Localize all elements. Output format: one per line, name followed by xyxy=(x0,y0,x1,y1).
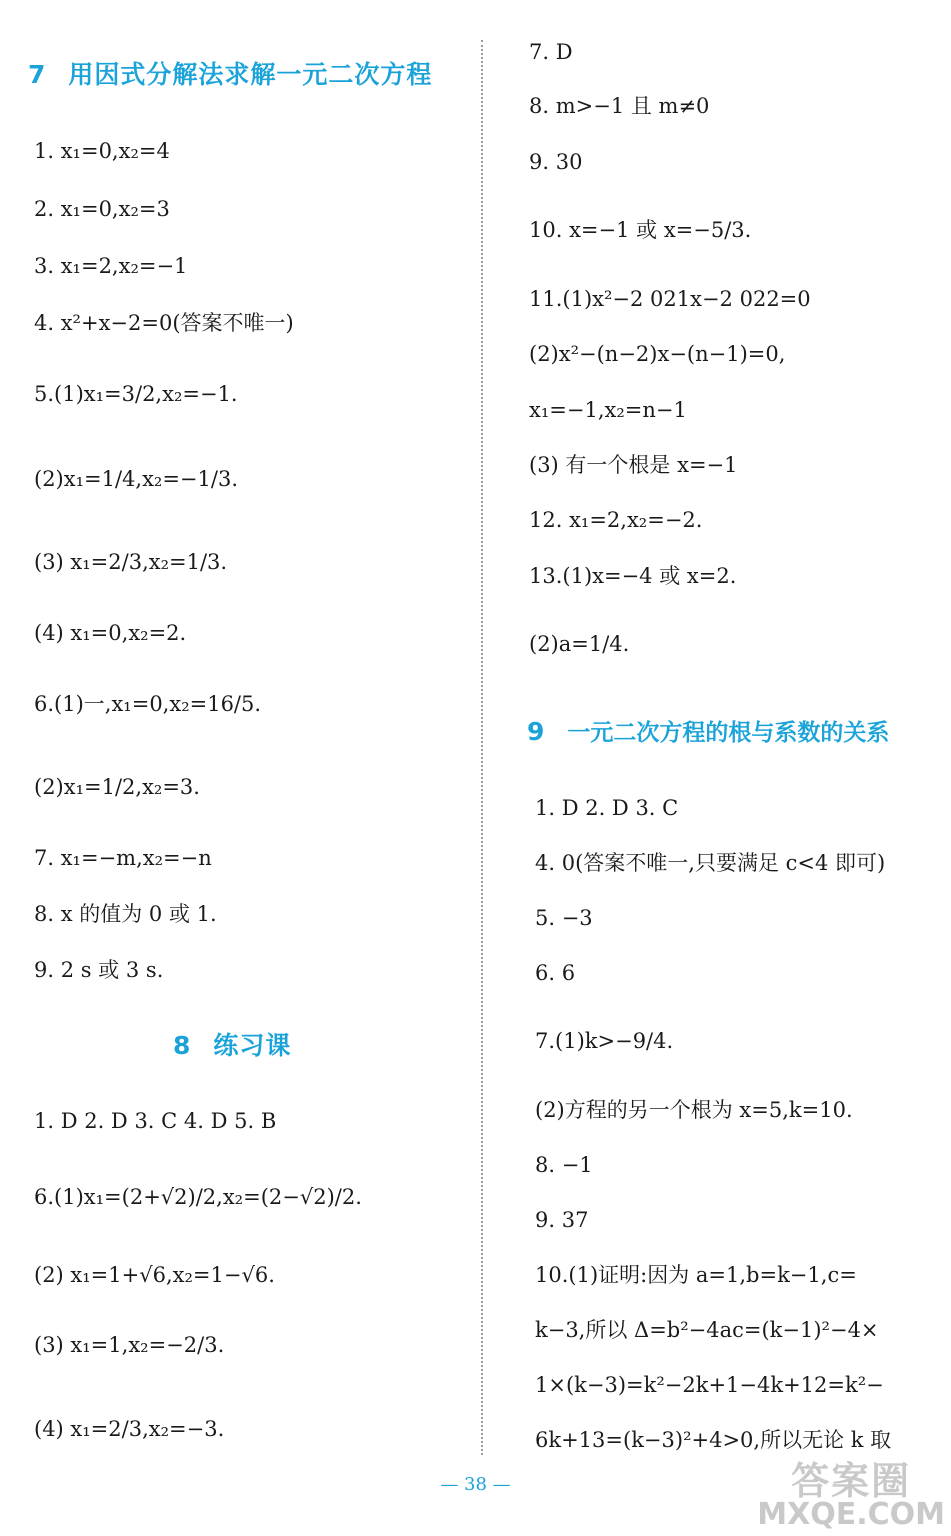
section-7-heading xyxy=(28,60,432,90)
answer-line: 6k+13=(k−3)²+4>0,所以无论 k 取 xyxy=(535,1428,892,1452)
answer-line: 4. x²+x−2=0(答案不唯一) xyxy=(34,311,294,335)
answer-line: 7. x₁=−m,x₂=−n xyxy=(34,846,212,870)
answer-line: (3) x₁=2/3,x₂=1/3. xyxy=(34,550,228,574)
watermark xyxy=(757,1459,945,1532)
answer-line: 8. x 的值为 0 或 1. xyxy=(34,902,217,926)
answer-line: k−3,所以 Δ=b²−4ac=(k−1)²−4× xyxy=(535,1318,879,1342)
answer-line: (2)方程的另一个根为 x=5,k=10. xyxy=(535,1098,853,1122)
answer-line: 10. x=−1 或 x=−5/3. xyxy=(529,218,752,242)
answer-line: (2)x₁=1/4,x₂=−1/3. xyxy=(34,467,239,491)
answer-line: (2)x²−(n−2)x−(n−1)=0, xyxy=(529,342,786,366)
section-8-number: 8 xyxy=(173,1031,192,1060)
answer-line: 4. 0(答案不唯一,只要满足 c<4 即可) xyxy=(535,851,886,875)
answer-line: (2)x₁=1/2,x₂=3. xyxy=(34,775,200,799)
answer-line: 13.(1)x=−4 或 x=2. xyxy=(529,564,737,588)
answer-line: (3) x₁=1,x₂=−2/3. xyxy=(34,1333,225,1357)
watermark-en: MXQE.COM xyxy=(757,1497,945,1532)
answer-line: 6.(1)x₁=(2+√2)/2,x₂=(2−√2)/2. xyxy=(34,1185,362,1209)
answer-line: x₁=−1,x₂=n−1 xyxy=(529,398,687,422)
answer-line: 9. 2 s 或 3 s. xyxy=(34,958,164,982)
answer-line: 1. D 2. D 3. C 4. D 5. B xyxy=(34,1109,277,1133)
answer-line: (3) 有一个根是 x=−1 xyxy=(529,453,738,477)
section-9-number: 9 xyxy=(527,717,546,746)
answer-line: 5.(1)x₁=3/2,x₂=−1. xyxy=(34,382,238,406)
column-divider xyxy=(481,40,483,1455)
answer-line: 9. 30 xyxy=(529,150,583,174)
answer-line: 1. D 2. D 3. C xyxy=(535,796,679,820)
answer-line: 1. x₁=0,x₂=4 xyxy=(34,139,170,163)
answer-line: 6.(1)一,x₁=0,x₂=16/5. xyxy=(34,692,262,716)
watermark-cn: 答案圈 xyxy=(791,1459,912,1503)
page-number: — 38 — xyxy=(440,1474,511,1495)
answer-line: 2. x₁=0,x₂=3 xyxy=(34,197,170,221)
answer-line: 7.(1)k>−9/4. xyxy=(535,1029,674,1053)
answer-line: (2)a=1/4. xyxy=(529,632,630,656)
answer-line: (2) x₁=1+√6,x₂=1−√6. xyxy=(34,1263,275,1287)
section-7-number: 7 xyxy=(28,60,47,89)
answer-line: 9. 37 xyxy=(535,1208,589,1232)
answer-line: 8. −1 xyxy=(535,1153,593,1177)
answer-line: 6. 6 xyxy=(535,961,576,985)
answer-line: 3. x₁=2,x₂=−1 xyxy=(34,254,188,278)
section-8-title: 练习课 xyxy=(213,1031,292,1060)
answer-line: 8. m>−1 且 m≠0 xyxy=(529,94,710,118)
answer-line: (4) x₁=2/3,x₂=−3. xyxy=(34,1417,225,1441)
answer-line: 1×(k−3)=k²−2k+1−4k+12=k²− xyxy=(535,1373,884,1397)
answer-line: 5. −3 xyxy=(535,906,593,930)
section-7-title: 用因式分解法求解一元二次方程 xyxy=(68,60,433,89)
section-9-heading xyxy=(527,717,889,748)
answer-line: 12. x₁=2,x₂=−2. xyxy=(529,508,703,532)
answer-line: 11.(1)x²−2 021x−2 022=0 xyxy=(529,287,811,311)
answer-line: 10.(1)证明:因为 a=1,b=k−1,c= xyxy=(535,1263,857,1287)
answer-line: 7. D xyxy=(529,40,573,64)
section-8-heading xyxy=(173,1031,291,1061)
section-9-title: 一元二次方程的根与系数的关系 xyxy=(567,720,890,746)
answer-line: (4) x₁=0,x₂=2. xyxy=(34,621,187,645)
